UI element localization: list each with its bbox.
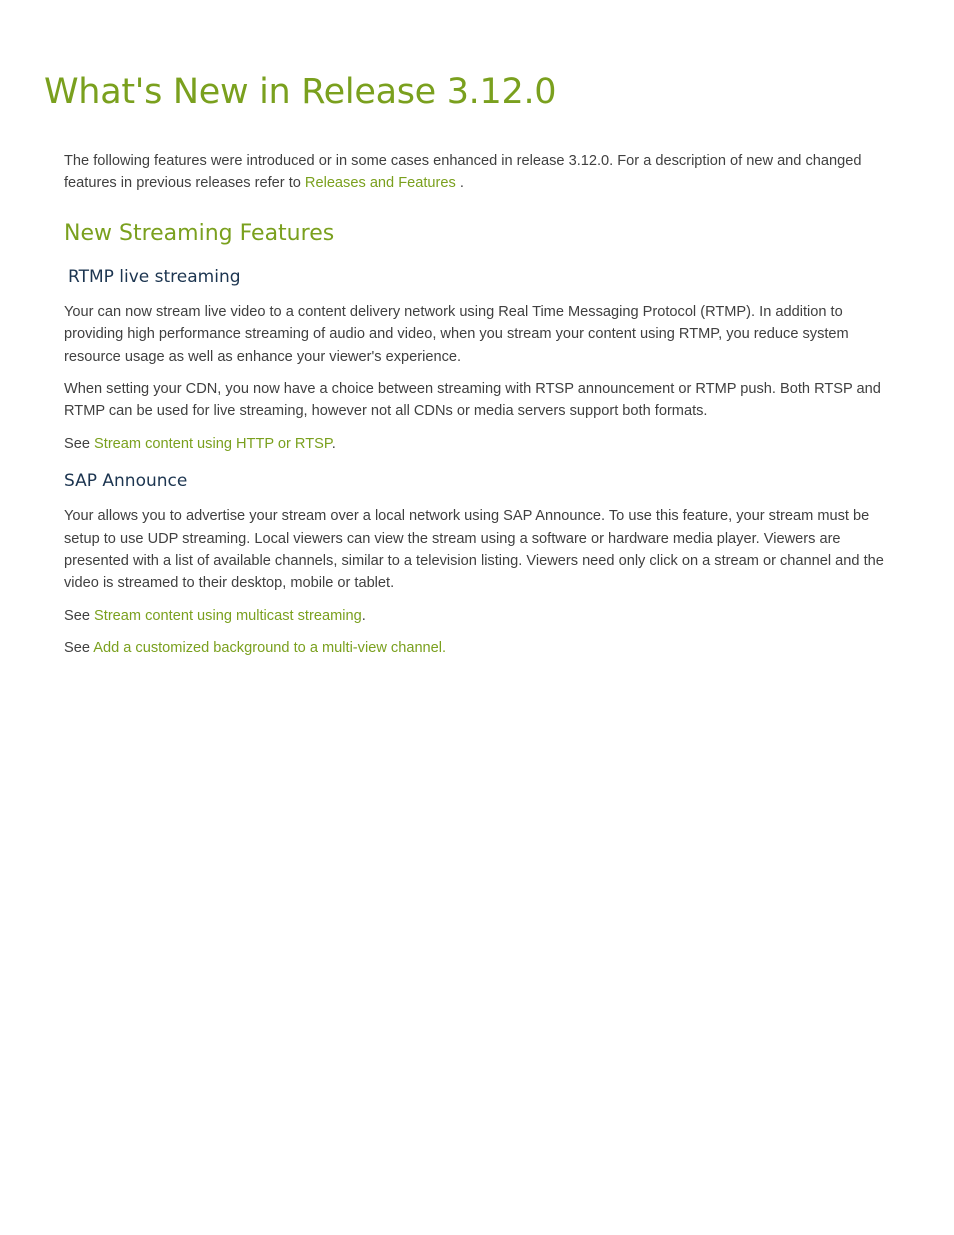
intro-paragraph — [64, 150, 886, 195]
rtmp-paragraph-1: Your can now stream live video to a content delivery network using Real Time Messaging Protocol (RTMP). In addition to providing high performance streaming of audio and video, when you stream your content using RTMP, you reduce system resource usage as well as enhance your viewer's experience. — [64, 303, 849, 365]
sap-see2-prefix: See — [64, 640, 94, 657]
rtmp-see-also — [64, 433, 886, 455]
intro-suffix: . — [455, 175, 464, 192]
rtmp-see-prefix: See — [64, 435, 95, 452]
rtmp-see-suffix: . — [331, 435, 336, 452]
sap-see1-suffix: . — [361, 607, 366, 624]
sap-see-also-2 — [64, 637, 886, 659]
stream-content-http-rtsp-link[interactable]: Stream content using HTTP or RTSP — [94, 435, 332, 452]
section-heading-new-streaming-features: New Streaming Features — [64, 220, 335, 246]
page-title: What's New in Release 3.12.0 — [44, 72, 557, 112]
rtmp-paragraph-2: When setting your CDN, you now have a choice between streaming with RTSP announcement or RTMP push. Both RTSP and RTMP can be used for live streaming, however not all CDNs or media servers support both formats. — [64, 381, 881, 420]
stream-content-multicast-link[interactable]: Stream content using multicast streaming — [94, 607, 362, 624]
intro-text: The following features were introduced or in some cases enhanced in release 3.12.0. For a description of new and changed features in previous releases refer to — [64, 153, 862, 192]
customized-background-multi-view-link[interactable]: Add a customized background to a multi-view channel. — [93, 640, 447, 657]
sap-paragraph-1: Your allows you to advertise your stream over a local network using SAP Announce. To use this feature, your stream must be setup to use UDP streaming. Local viewers can view the stream using a software or hardware media player. Viewers are presented with a list of available channels, similar to a television listing. Viewers need only click on a stream or channel and the video is streamed to their desktop, mobile or tablet. — [64, 508, 884, 592]
subheading-rtmp-live-streaming: RTMP live streaming — [68, 266, 241, 287]
sap-see1-prefix: See — [64, 607, 95, 624]
document-body — [64, 150, 886, 660]
sap-see-also-1 — [64, 605, 886, 627]
subheading-sap-announce: SAP Announce — [64, 471, 188, 492]
releases-and-features-link[interactable]: Releases and Features — [304, 175, 456, 192]
